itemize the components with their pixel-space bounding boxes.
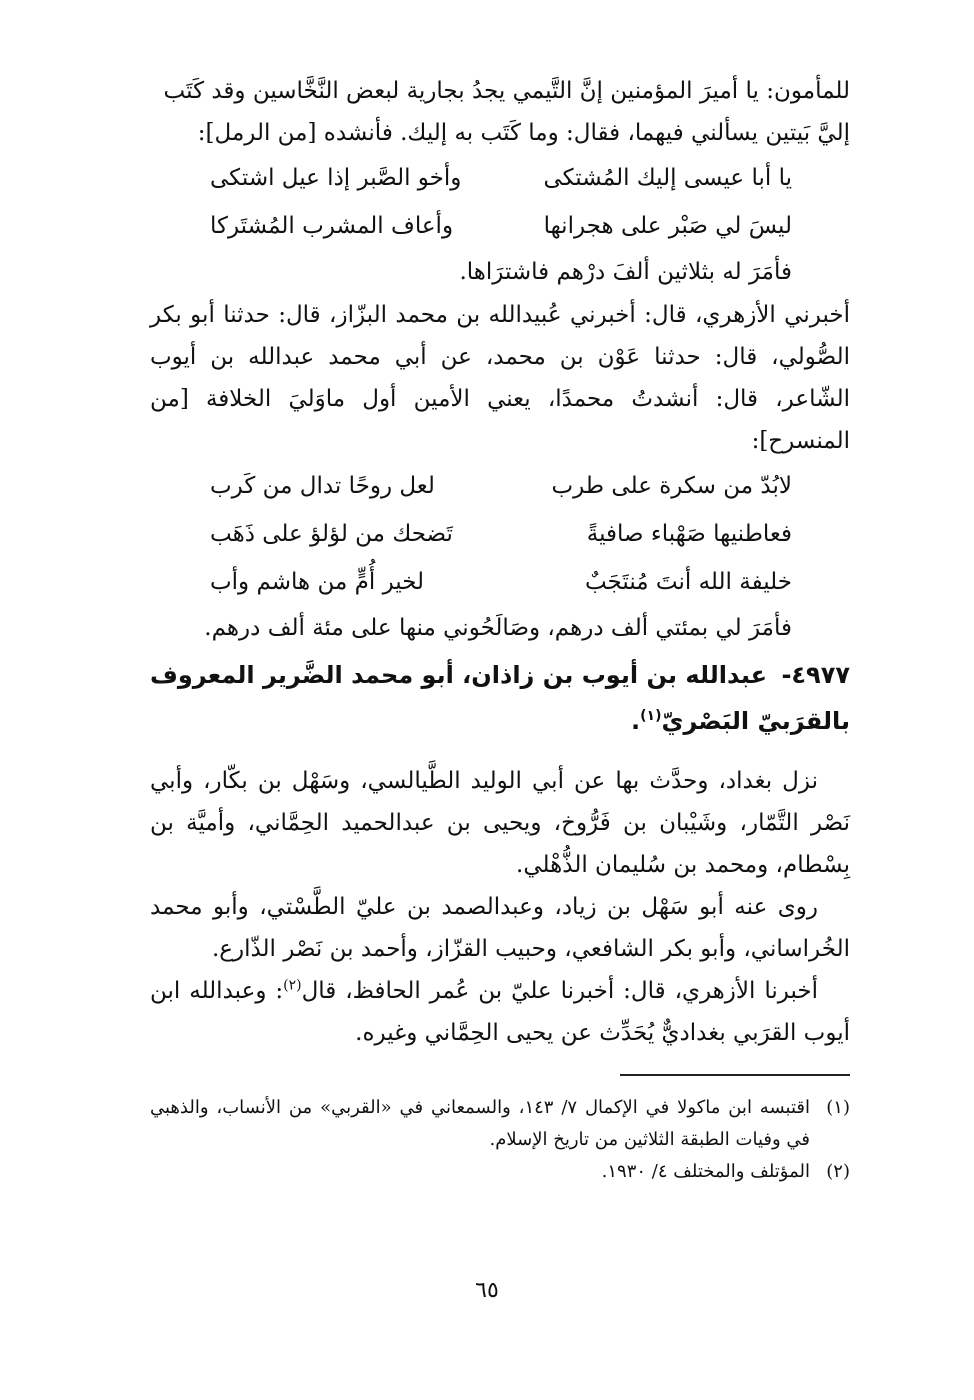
footnote bbox=[150, 1092, 850, 1156]
entry-title: عبدالله بن أيوب بن زاذان، أبو محمد الضَّرير المعروف بالقرَبيّ البَصْريّ bbox=[150, 661, 850, 735]
footnote-ref: (١) bbox=[640, 708, 662, 724]
verse-second-hemistich: لعل روحًا تدال من كَرب bbox=[210, 473, 435, 499]
paragraph: أخبرني الأزهري، قال: أخبرني عُبيدالله بن محمد البزّاز، قال: حدثنا أبو بكر الصُّولي، قال: حدثنا عَوْن بن محمد، عن أبي محمد عبدالله بن أيوب الشّاعر، قال: أنشدتُ محمدًا، يعني الأمين أول ماوَليَ الخلافة [من المنسرح]: bbox=[150, 302, 850, 454]
text-line: فأمَرَ لي بمئتي ألف درهم، وصَالَحُوني منها على مئة ألف درهم. bbox=[204, 615, 792, 641]
entry-heading bbox=[150, 652, 850, 744]
entry-number: ٤٩٧٧- bbox=[781, 661, 850, 689]
page-body bbox=[150, 70, 850, 1188]
spacer bbox=[150, 744, 850, 760]
text-line: إليَّ بَيتين يسألني فيهما، فقال: وما كَتَب به إليك. فأنشده [من الرمل]: bbox=[197, 120, 850, 146]
entry-end: . bbox=[631, 707, 641, 735]
footnote-text: اقتبسه ابن ماكولا في الإكمال ٧/ ١٤٣، والسمعاني في «القربي» من الأنساب، والذهبي في وفيات الطبقة الثلاثين من تاريخ الإسلام. bbox=[150, 1097, 810, 1150]
verse-first-hemistich: ليسَ لي صَبْر على هجرانها bbox=[543, 213, 792, 239]
paragraph bbox=[150, 970, 850, 1054]
verse-first-hemistich: خليفة الله أنتَ مُنتَجَبٌ bbox=[584, 569, 792, 595]
verse-line bbox=[150, 154, 850, 202]
verse-second-hemistich: لخير أُمٍّ من هاشم وأب bbox=[210, 569, 425, 595]
footnote-number: (١) bbox=[826, 1097, 850, 1118]
paragraph: روى عنه أبو سَهْل بن زياد، وعبدالصمد بن عليّ الطَّسْتي، وأبو محمد الخُراساني، وأبو بكر الشافعي، وحبيب القزّاز، وأحمد بن نَصْر الذّارع. bbox=[150, 894, 850, 962]
verse-line bbox=[150, 202, 850, 250]
footnote-divider bbox=[620, 1074, 850, 1076]
text-line: فأمَرَ له بثلاثين ألفَ درْهم فاشترَاها. bbox=[459, 259, 792, 285]
paragraph-text: أخبرنا الأزهري، قال: أخبرنا عليّ بن عُمر الحافظ، قال bbox=[301, 978, 819, 1004]
verse-first-hemistich: فعاطنيها صَهْباء صافيةً bbox=[586, 521, 792, 547]
verse-line bbox=[150, 558, 850, 606]
verse-second-hemistich: وأخو الصَّبر إذا عيل اشتكى bbox=[210, 165, 462, 191]
footnote-ref: (٢) bbox=[283, 977, 302, 994]
verse-line bbox=[150, 510, 850, 558]
footnote-number: (٢) bbox=[826, 1161, 850, 1182]
verse-first-hemistich: لابُدّ من سكرة على طرب bbox=[551, 473, 792, 499]
footnote-text: المؤتلف والمختلف ٤/ ١٩٣٠. bbox=[601, 1161, 810, 1182]
verse-second-hemistich: تَضحك من لؤلؤ على ذَهَب bbox=[210, 521, 453, 547]
paragraph-text: : وعبدالله ابن أيوب القرَبي بغداديٌّ يُحَدِّث عن يحيى الحِمَّاني وغيره. bbox=[150, 978, 850, 1046]
poem-2 bbox=[150, 462, 850, 606]
footnotes bbox=[150, 1092, 850, 1188]
poem-1 bbox=[150, 154, 850, 250]
page-number: ٦٥ bbox=[475, 1278, 499, 1303]
text-line: للمأمون: يا أميرَ المؤمنين إنَّ التَّيمي يجدُ بجارية لبعض النَّخَّاسين وقد كَتَب bbox=[163, 78, 850, 104]
verse-second-hemistich: وأعاف المشرب المُشتَركا bbox=[210, 213, 454, 239]
footnote bbox=[150, 1156, 850, 1188]
verse-first-hemistich: يا أبا عيسى إليك المُشتكى bbox=[543, 165, 792, 191]
paragraph: نزل بغداد، وحدَّث بها عن أبي الوليد الطَّيالسي، وسَهْل بن بكّار، وأبي نَصْر التَّمّار، وشَيْبان بن فَرُّوخ، ويحيى بن عبدالحميد الحِمَّاني، وأميَّة بن بِسْطام، ومحمد بن سُليمان الذُّهْلي. bbox=[150, 768, 850, 878]
verse-line bbox=[150, 462, 850, 510]
